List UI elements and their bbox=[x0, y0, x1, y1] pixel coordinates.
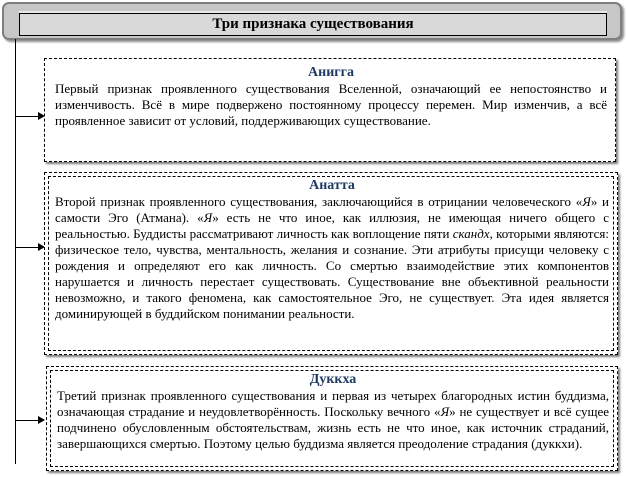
text-part: » есть не что иное, как иллюзия, не имеющая ничего общего с реальностью. Буддисты рассматривают личность как воплощение пяти bbox=[55, 210, 609, 241]
box-anatta bbox=[44, 172, 618, 355]
box-anicca-heading: Анигга bbox=[308, 65, 354, 80]
box-dukkha-heading: Дуккха bbox=[309, 372, 357, 387]
connector-arrow-1 bbox=[15, 116, 43, 117]
arrow-head-icon bbox=[38, 416, 45, 424]
text-part: » не существует и всё сущее подчинено обусловленным обстоятельствам, жизнь есть не что иное, как источник страданий, завершающихся смертью. Поэтому целью буддизма является преодоление страдания (дуккхи). bbox=[57, 404, 610, 451]
connector-arrow-3 bbox=[15, 420, 43, 421]
ya-term: Я bbox=[582, 194, 591, 209]
text-part: Второй признак проявленного существования, заключающийся в отрицании человеческого « bbox=[55, 194, 583, 209]
box-anicca bbox=[44, 58, 616, 162]
box-dukkha bbox=[46, 366, 618, 471]
box-dukkha-inner-border bbox=[50, 370, 614, 467]
ya-term: Я bbox=[203, 210, 213, 225]
text-part: , которыми являются: физическое тело, чувства, ментальность, желания и сознание. Эти атрибуты присущи человеку с рождения и определяют его как личность. Со смертью взаимодействие этих компонентов нарушается и личность перестает существовать. Существование вне объективной реальности невозможно, и такого феномена, как самостоятельное Эго, не существует. Эта идея является доминирующей в буддийском понимании реальности. bbox=[55, 226, 609, 321]
connector-arrow-2 bbox=[15, 247, 43, 248]
connector-line bbox=[15, 39, 16, 464]
text-part: » и самости Эго (Атмана). « bbox=[55, 194, 609, 225]
box-anatta-heading: Анатта bbox=[309, 178, 355, 193]
diagram-title: Три признака существования bbox=[19, 13, 607, 36]
box-anicca-text: Первый признак проявленного существования Вселенной, означающий ее непостоянство и изменчивость. Всё в мире подвержено постоянному процессу перемен. Мир изменчив, а всё проявленное зависит от условий, поддерживающих существование. bbox=[55, 81, 607, 128]
box-anatta-inner-border bbox=[48, 176, 614, 351]
skandh-term: скандх bbox=[452, 226, 490, 241]
text-part: Третий признак проявленного существования и первая из четырех благородных истин буддизма, означающая страдание и неудовлетворённость. Поскольку вечного « bbox=[57, 388, 609, 419]
ya-term: Я bbox=[440, 404, 450, 419]
